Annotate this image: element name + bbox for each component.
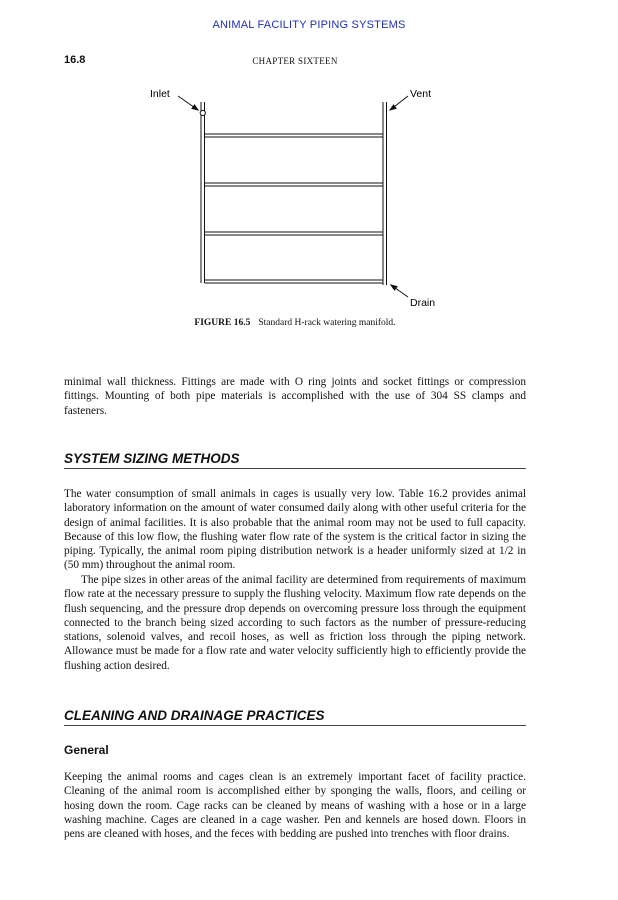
inlet-leader-arrow — [178, 96, 198, 110]
figure-caption-number: FIGURE 16.5 — [194, 318, 251, 328]
paragraph-sizing-1: The water consumption of small animals in cages is usually very low. Table 16.2 provides animal laboratory information on the amount of water consumed daily along with other useful criteria for the design of animal facilities. It is also probable that the animal room may not be used to full capacity. Because of this low flow, the flushing water flow rate of the system is the critical factor in sizing the piping. Typically, the animal room piping distribution network is a header uniformly sized at 1/2 in (50 mm) throughout the animal room. — [64, 488, 526, 572]
h-rack-manifold-figure — [0, 0, 618, 330]
paragraph-continued: minimal wall thickness. Fittings are made with O ring joints and socket fittings or compression fittings. Mounting of both pipe materials is accomplished with the use of 304 SS clamps and fasteners. — [64, 376, 526, 417]
running-head: ANIMAL FACILITY PIPING SYSTEMS — [212, 19, 406, 31]
section-heading-cleaning: CLEANING AND DRAINAGE PRACTICES — [64, 708, 526, 726]
vent-leader-arrow — [390, 96, 408, 110]
manifold-tier-2 — [205, 183, 384, 186]
section-heading-sizing: SYSTEM SIZING METHODS — [64, 451, 526, 469]
manifold-tier-1 — [205, 134, 384, 137]
manifold-tier-3 — [205, 232, 384, 235]
figure-caption-text: Standard H-rack watering manifold. — [258, 318, 396, 328]
paragraph-cleaning: Keeping the animal rooms and cages clean is an extremely important facet of facility practice. Cleaning of the animal room is accomplished either by sponging the walls, floors, and ceiling or hosing down the room. Cage racks can be cleaned by means of washing with a hose or in a large washing machine. Cages are cleaned in a cage washer. Pen and kennels are hosed down. Floors in pens are cleaned with hoses, and the feces with bedding are pushed into trenches with floor drains. — [64, 771, 526, 841]
inlet-label: Inlet — [150, 88, 170, 100]
page-number: 16.8 — [64, 54, 86, 66]
inlet-valve — [200, 110, 205, 115]
figure-caption — [0, 318, 590, 328]
chapter-title: CHAPTER SIXTEEN — [252, 56, 338, 66]
drain-label: Drain — [410, 297, 436, 309]
drain-leader-arrow — [391, 285, 408, 297]
vent-label: Vent — [410, 88, 432, 100]
manifold-tier-4 — [205, 280, 384, 283]
paragraph-sizing-2: The pipe sizes in other areas of the animal facility are determined from requirements of maximum flow rate at the necessary pressure to supply the flushing velocity. Maximum flow rate depends on the flush sequencing, and the pressure drop depends on overcoming pressure loss through the equipment connected to the branch being sized according to such factors as the number of pressure-reducing stations, solenoid valves, and recoil hoses, as well as friction loss through the piping network. Allowance must be made for a flow rate and water velocity sufficiently high to efficiently provide the flushing action desired. — [64, 574, 526, 672]
subheading-general: General — [64, 743, 109, 757]
